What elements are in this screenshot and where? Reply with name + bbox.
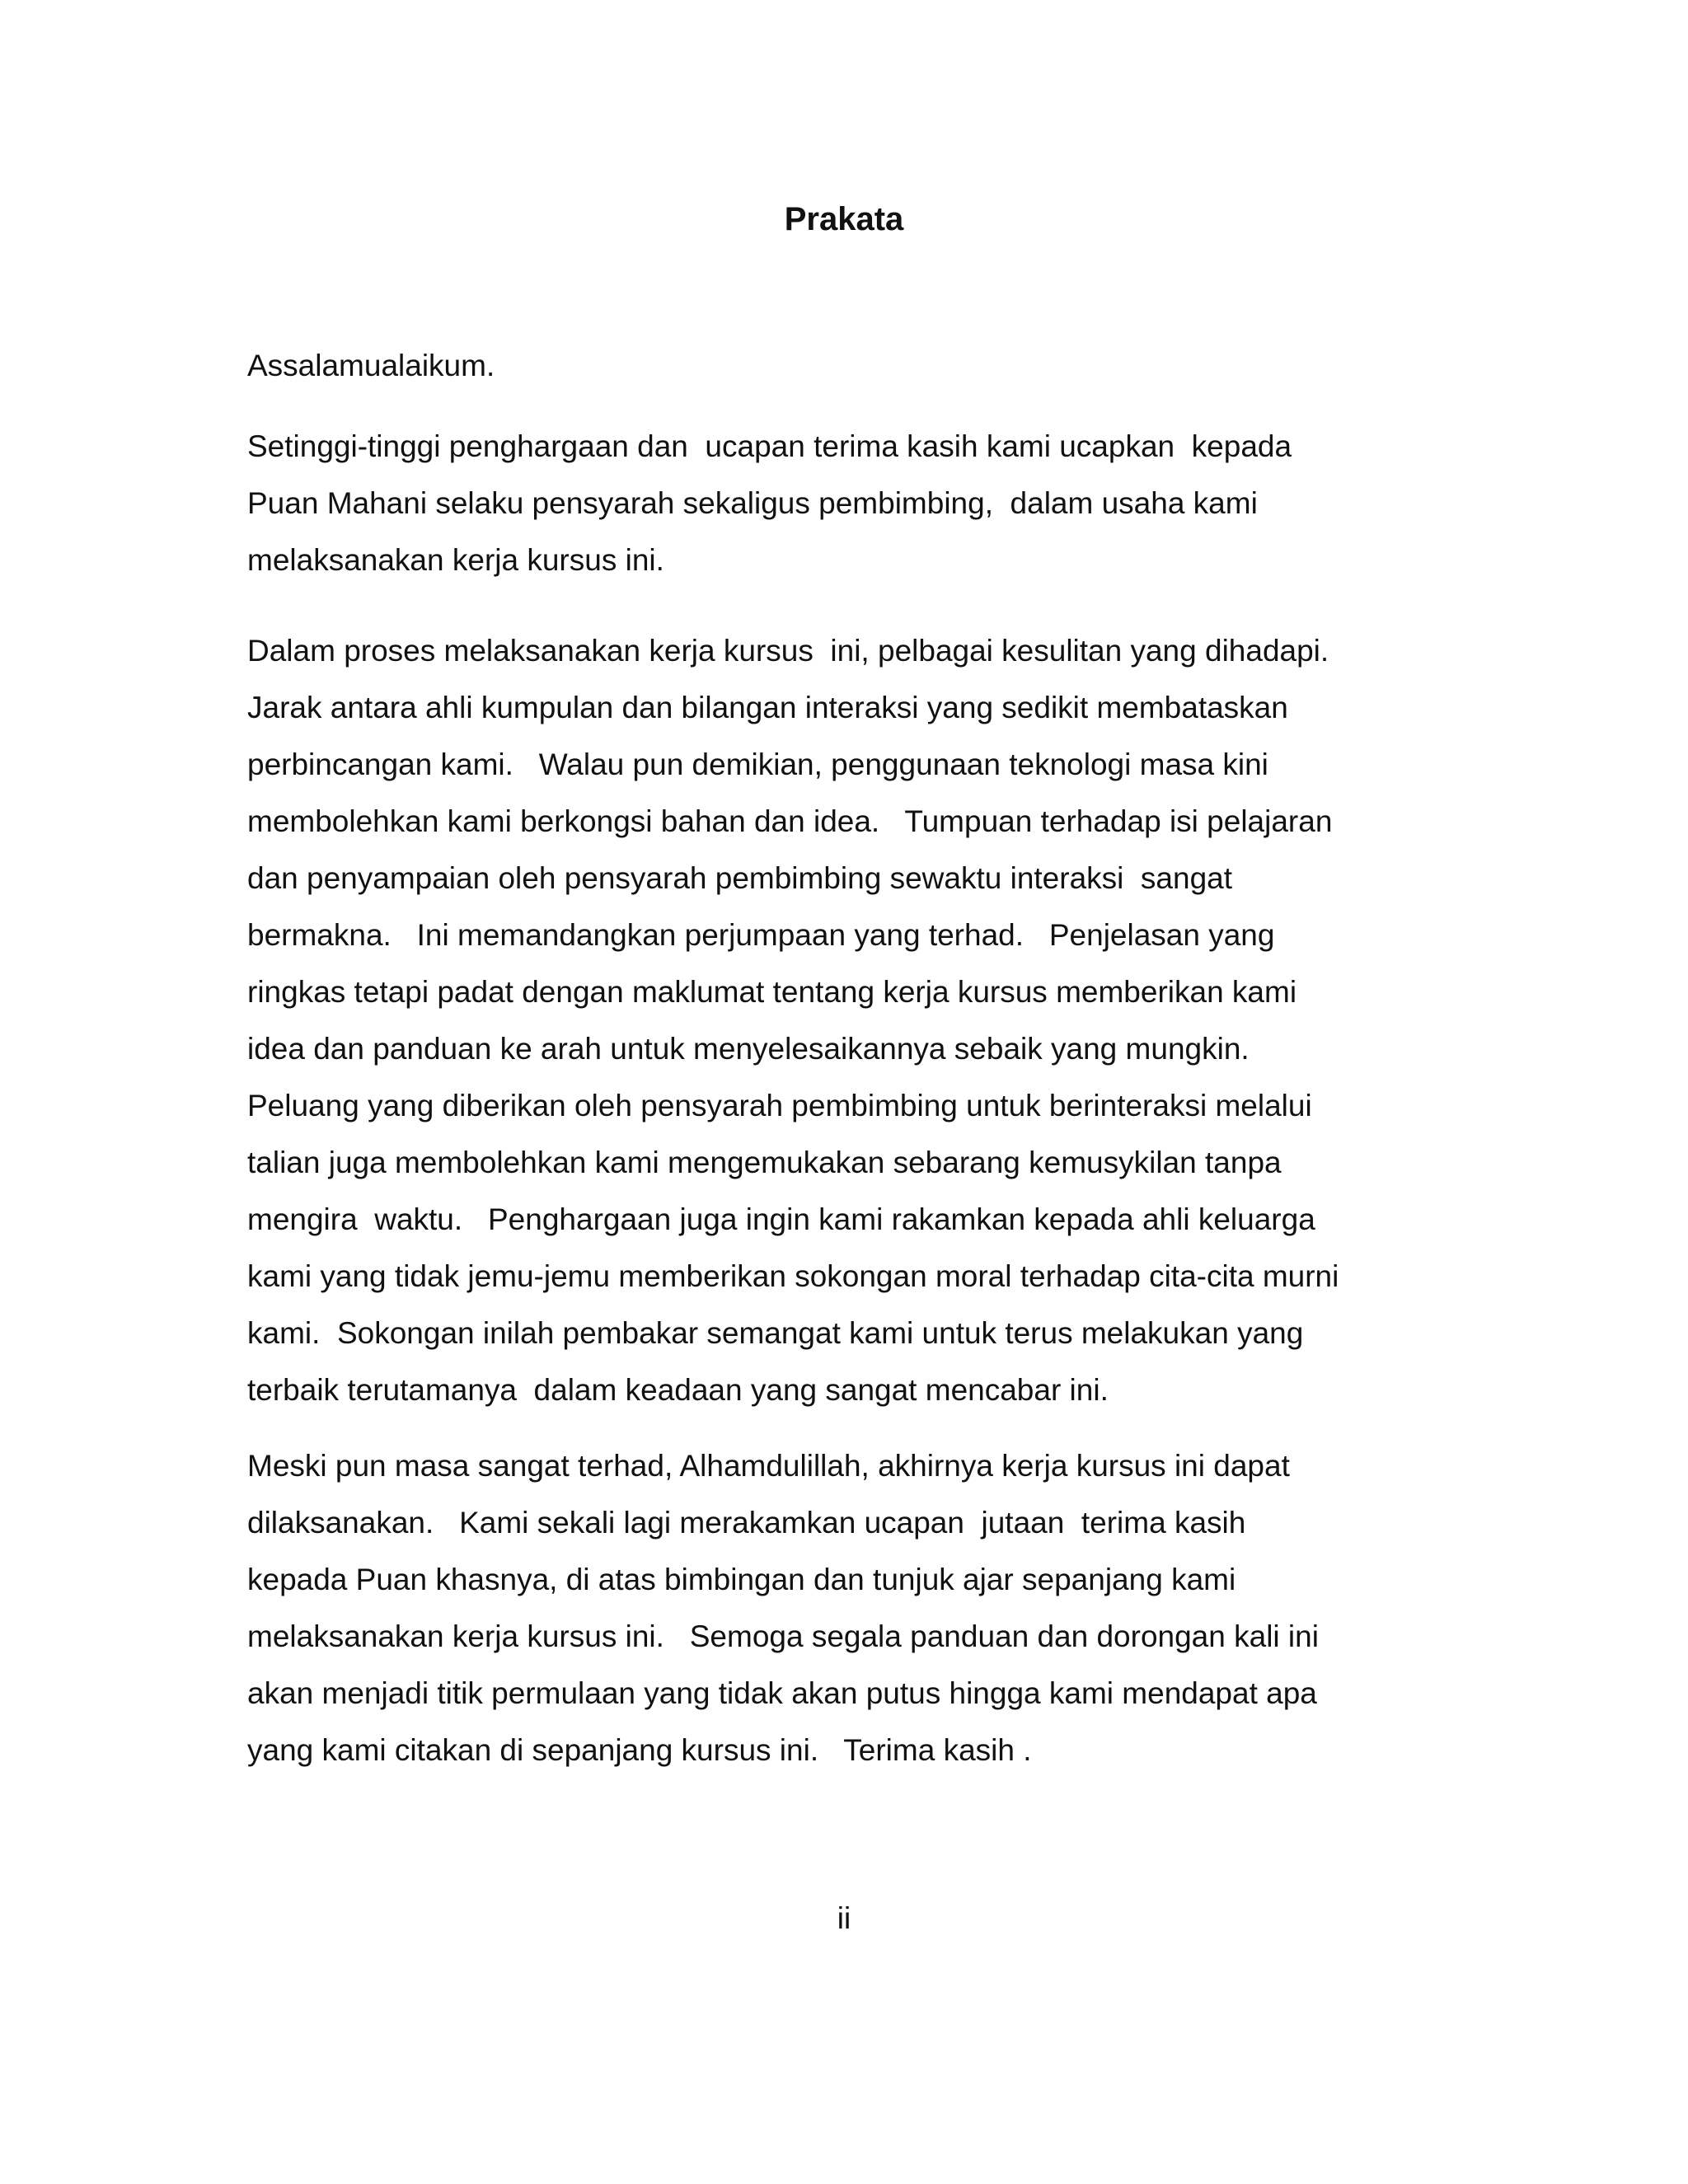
paragraph-line: melaksanakan kerja kursus ini. Semoga segala panduan dan dorongan kali ini	[247, 1619, 1319, 1653]
page-number: ii	[837, 1901, 851, 1935]
paragraph-line: Meski pun masa sangat terhad, Alhamdulillah, akhirnya kerja kursus ini dapat	[247, 1449, 1290, 1483]
paragraph-line: dan penyampaian oleh pensyarah pembimbing sewaktu interaksi sangat	[247, 861, 1233, 895]
paragraph-line: Puan Mahani selaku pensyarah sekaligus pembimbing, dalam usaha kami	[247, 486, 1258, 520]
paragraph-line: membolehkan kami berkongsi bahan dan idea. Tumpuan terhadap isi pelajaran	[247, 804, 1333, 838]
paragraph-line: mengira waktu. Penghargaan juga ingin kami rakamkan kepada ahli keluarga	[247, 1202, 1315, 1236]
paragraph-line: Setinggi-tinggi penghargaan dan ucapan terima kasih kami ucapkan kepada	[247, 429, 1292, 463]
paragraph-line: yang kami citakan di sepanjang kursus ini. Terima kasih .	[247, 1733, 1032, 1767]
paragraph-3	[247, 1437, 1484, 1779]
paragraph-line: idea dan panduan ke arah untuk menyelesaikannya sebaik yang mungkin.	[247, 1032, 1250, 1066]
greeting	[247, 337, 1484, 394]
paragraph-line: Peluang yang diberikan oleh pensyarah pembimbing untuk berinteraksi melalui	[247, 1089, 1312, 1122]
paragraph-line: Dalam proses melaksanakan kerja kursus ini, pelbagai kesulitan yang dihadapi.	[247, 634, 1329, 668]
paragraph-line: perbincangan kami. Walau pun demikian, penggunaan teknologi masa kini	[247, 748, 1268, 781]
paragraph-2	[247, 622, 1484, 1418]
paragraph-line: kami yang tidak jemu-jemu memberikan sokongan moral terhadap cita-cita murni	[247, 1259, 1339, 1293]
paragraph-line: akan menjadi titik permulaan yang tidak akan putus hingga kami mendapat apa	[247, 1676, 1317, 1710]
paragraph-line: bermakna. Ini memandangkan perjumpaan yang terhad. Penjelasan yang	[247, 918, 1275, 952]
paragraph-line: kepada Puan khasnya, di atas bimbingan dan tunjuk ajar sepanjang kami	[247, 1563, 1236, 1596]
page-title: Prakata	[784, 201, 904, 237]
paragraph-line: ringkas tetapi padat dengan maklumat tentang kerja kursus memberikan kami	[247, 975, 1297, 1009]
paragraph-line: terbaik terutamanya dalam keadaan yang sangat mencabar ini.	[247, 1373, 1109, 1407]
paragraph-line: kami. Sokongan inilah pembakar semangat kami untuk terus melakukan yang	[247, 1316, 1304, 1350]
greeting-line: Assalamualaikum.	[247, 349, 495, 382]
paragraph-line: melaksanakan kerja kursus ini.	[247, 543, 664, 577]
paragraph-line: talian juga membolehkan kami mengemukakan sebarang kemusykilan tanpa	[247, 1146, 1282, 1179]
paragraph-line: Jarak antara ahli kumpulan dan bilangan interaksi yang sedikit membataskan	[247, 691, 1288, 724]
paragraph-1	[247, 418, 1484, 588]
paragraph-line: dilaksanakan. Kami sekali lagi merakamkan ucapan jutaan terima kasih	[247, 1506, 1246, 1540]
